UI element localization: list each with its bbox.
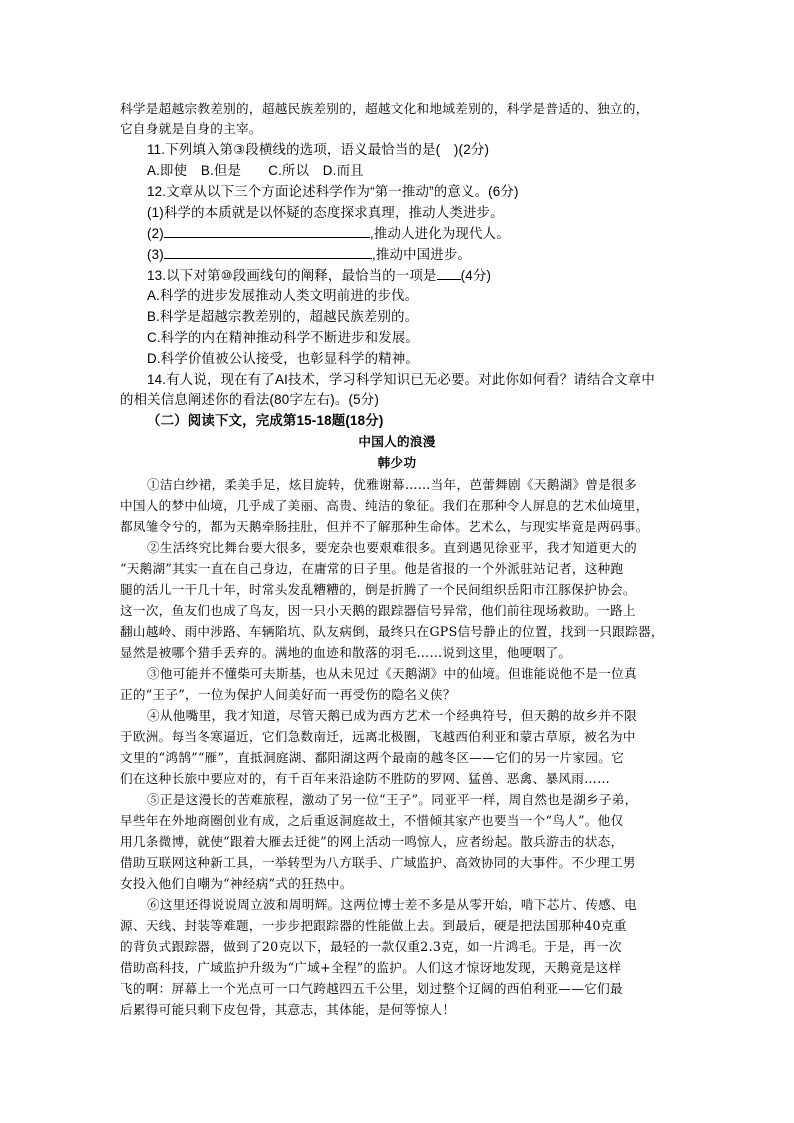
passage-line: 借助高科技，广域监护升级为“广域+全程”的监护。人们这才惊讶地发现，天鹅竟是这样 [120,960,622,975]
passage-line: 飞的啊：屏幕上一个光点可一口气跨越四五千公里，划过整个辽阔的西伯利亚——它们最 [120,981,623,996]
passage-line: 的背负式跟踪器，做到了20克以下，最轻的一款仅重2.3克，如一片鸿毛。于是，再一次 [120,939,622,954]
passage-line: 这一次，鱼友们也成了鸟友，因一只小天鹅的跟踪器信号异常，他们前往现场救助。一路上 [120,603,636,618]
continued-text-line-2: 它自身就是自身的主宰。 [120,121,262,136]
article-author: 韩少功 [377,455,417,470]
answer-blank-2[interactable] [164,223,370,238]
passage-line: 借助互联网这种新工具，一举转型为八方联手、广域监护、高效协同的大事件。不少理工男 [120,855,636,870]
passage-line: 翻山越岭、雨中涉路、车辆陷坑、队友病倒，最终只在GPS信号静止的位置，找到一只跟踪器， [120,624,664,639]
question-13-points: (4分) [460,268,492,283]
passage-line: 于欧洲。每当冬寒逼近，它们急数南迁，远离北极圈，飞越西伯利亚和蒙古草原，被名为中 [120,729,636,744]
question-11-stem: 11.下列填入第③段横线的选项，语义最恰当的是( )(2分) [147,142,490,157]
passage-line: ②生活终究比舞台要大很多，要宠杂也要艰难很多。直到遇见徐亚平，我才知道更大的 [147,540,637,555]
answer-blank-3[interactable] [164,244,372,259]
passage-line: ①洁白纱裙，柔美手足，炫目旋转，优雅谢幕……当年，芭蕾舞剧《天鹅湖》曾是很多 [147,477,637,492]
passage-line: 腿的活儿一干几十年，时常头发乱糟糟的，倒是折腾了一个民间组织岳阳市江豚保护协会。 [120,582,636,597]
question-12-item-1: (1)科学的本质就是以怀疑的态度探求真理，推动人类进步。 [147,205,504,220]
item-2-prefix: (2) [147,226,164,241]
passage-line: 中国人的梦中仙境，几乎成了美丽、高贵、纯洁的象征。我们在那种令人屏息的艺术仙境里， [120,498,649,513]
passage-line: 文里的“鸿鹄”“雁”，直抵洞庭湖、鄱阳湖这两个最南的越冬区——它们的另一片家园。它 [120,750,625,765]
passage-line: 都凤雏令兮的，都为天鹅牵肠挂肚，但并不了解那种生命体。艺术么，与现实毕竟是两码事。 [120,519,649,534]
question-13-option-a: A.科学的进步发展推动人类文明前进的步伐。 [147,288,419,303]
passage-line: 们在这种长旅中要应对的，有千百年来沿途防不胜防的罗网、猛兽、恶禽、暴风雨…… [120,771,610,786]
passage-line: 源、天线、封装等难题，一步步把跟踪器的性能做上去。到最后，硬是把法国那种40克重 [120,918,627,933]
question-14-line-2: 的相关信息阐述你的看法(80字左右)。(5分) [120,392,380,407]
question-13-text: 13.以下对第⑩段画线句的阐释，最恰当的一项是 [147,268,437,283]
passage-line: 后累得可能只剩下皮包骨，其意志，其体能，是何等惊人！ [120,1002,456,1017]
question-13-stem [147,265,491,286]
article-title: 中国人的浪漫 [358,434,436,449]
passage-line: ④从他嘴里，我才知道，尽管天鹅已成为西方艺术一个经典符号，但天鹅的故乡并不限 [147,708,637,723]
section-heading: （二）阅读下文，完成第15-18题(18分) [147,413,384,428]
passage-line: 早些年在外地商圈创业有成，之后重返洞庭故土，不惜倾其家产也要当一个“鸟人”。他仅 [120,813,624,828]
question-14-line-1: 14.有人说，现在有了AI技术，学习科学知识已无必要。对此你如何看？请结合文章中 [147,372,655,387]
question-12-stem: 12.文章从以下三个方面论述科学作为“第一推动”的意义。(6分) [147,184,519,199]
question-13-option-b: B.科学是超越宗教差别的，超越民族差别的。 [147,309,419,324]
question-12-item-2 [147,223,510,244]
item-3-suffix: ,推动中国进步。 [371,247,472,262]
passage-line: ⑤正是这漫长的苦难旅程，激动了另一位“王子”。同亚平一样，周自然也是湖乡子弟， [147,792,638,807]
passage-line: 显然是被哪个猎手丢弃的。满地的血迹和散落的羽毛……说到这里，他哽咽了。 [120,645,572,660]
item-3-prefix: (3) [147,247,164,262]
question-11-options: A.即使 B.但是 C.所以 D.而且 [147,163,364,178]
question-13-option-d: D.科学价值被公认接受，也彰显科学的精神。 [147,351,420,366]
passage-line: ⑥这里还得说说周立波和周明辉。这两位博士差不多是从零开始，啃下芯片、传感、电 [147,897,637,912]
question-12-item-3 [147,244,471,265]
passage-line: 用几条微博，就使“跟着大雁去迁徙”的网上活动一鸣惊人，应者纷起。散兵游击的状态， [120,834,624,849]
item-2-suffix: ,推动人进化为现代人。 [369,226,510,241]
continued-text-line-1: 科学是超越宗教差别的，超越民族差别的，超越文化和地域差别的，科学是普适的、独立的， [120,101,649,116]
passage-line: ③他可能并不懂柴可夫斯基，也从未见过《天鹅湖》中的仙境。但谁能说他不是一位真 [147,666,637,681]
passage-line: 女投入他们自嘲为“神经病”式的狂热中。 [120,876,353,891]
passage-line: 正的“王子”，一位为保护人间美好而一再受伤的隐名义侠？ [120,687,456,702]
answer-blank-13[interactable] [437,265,461,280]
passage-line: “天鹅湖”其实一直在自己身边，在庸常的日子里。他是省报的一个外派驻站记者，这种跑 [120,561,624,576]
question-13-option-c: C.科学的内在精神推动科学不断进步和发展。 [147,330,420,345]
